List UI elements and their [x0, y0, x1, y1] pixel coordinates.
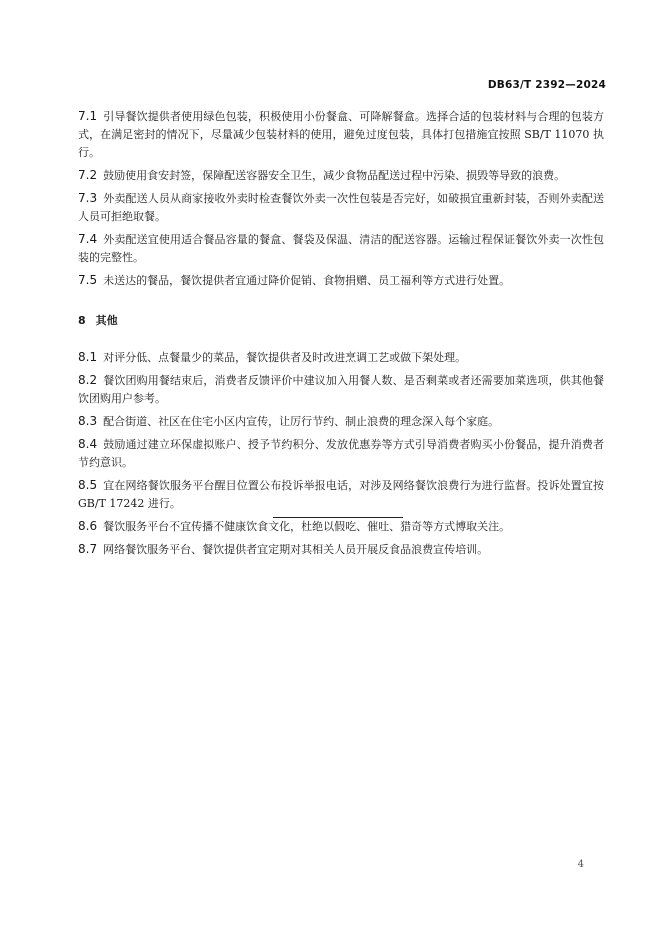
clause	[78, 371, 604, 408]
section-title: 其他	[95, 314, 118, 327]
clause-number: 7.4	[78, 232, 98, 246]
clause-number: 7.3	[78, 191, 98, 205]
clause	[78, 348, 604, 367]
clause	[78, 107, 604, 162]
clause-number: 8.1	[78, 350, 98, 364]
clause-text: 鼓励通过建立环保虚拟账户、授予节约积分、发放优惠券等方式引导消费者购买小份餐品，提升消费者节约意识。	[78, 438, 604, 469]
clause-text: 对评分低、点餐量少的菜品，餐饮提供者及时改进烹调工艺或做下架处理。	[103, 351, 467, 364]
clause-number: 8.7	[78, 542, 98, 556]
document-body	[78, 107, 604, 563]
clause	[78, 412, 604, 431]
clause-text: 网络餐饮服务平台、餐饮提供者宜定期对其相关人员开展反食品浪费宣传培训。	[103, 543, 489, 556]
clause-number: 8.2	[78, 373, 98, 387]
clause-text: 引导餐饮提供者使用绿色包装，积极使用小份餐盒、可降解餐盒。选择合适的包装材料与合理的包装方式，在满足密封的情况下，尽量减少包装材料的使用，避免过度包装，具体打包措施宜按照 SB/T 11070 执行。	[78, 110, 604, 159]
clause-text: 外卖配送人员从商家接收外卖时检查餐饮外卖一次性包装是否完好，如破损宜重新封装，否则外卖配送人员可拒绝取餐。	[78, 192, 604, 223]
clause-text: 外卖配送宜使用适合餐品容量的餐盒、餐袋及保温、清洁的配送容器。运输过程保证餐饮外卖一次性包装的完整性。	[78, 233, 604, 264]
clause-text: 餐饮服务平台不宜传播不健康饮食文化，杜绝以假吃、催吐、猎奇等方式博取关注。	[103, 520, 511, 533]
clause	[78, 435, 604, 472]
clause-number: 8.6	[78, 519, 98, 533]
clause-text: 宜在网络餐饮服务平台醒目位置公布投诉举报电话，对涉及网络餐饮浪费行为进行监督。投诉处置宜按 GB/T 17242 进行。	[78, 479, 604, 510]
clause-number: 7.5	[78, 273, 98, 287]
clause-number: 7.2	[78, 168, 98, 182]
clause	[78, 166, 604, 185]
clause-number: 8.4	[78, 437, 98, 451]
end-of-document-rule	[273, 517, 403, 518]
clause-text: 未送达的餐品，餐饮提供者宜通过降价促销、食物捐赠、员工福利等方式进行处置。	[103, 274, 511, 287]
clause-text: 餐饮团购用餐结束后，消费者反馈评价中建议加入用餐人数、是否剩菜或者还需要加菜选项，供其他餐饮团购用户参考。	[78, 374, 604, 405]
page-number: 4	[577, 859, 584, 870]
clause	[78, 230, 604, 267]
clause-number: 8.3	[78, 414, 98, 428]
clause	[78, 476, 604, 513]
section-number: 8	[78, 314, 86, 327]
clause	[78, 189, 604, 226]
clause	[78, 517, 604, 536]
clause-text: 鼓励使用食安封签，保障配送容器安全卫生，减少食物品配送过程中污染、损毁等导致的浪费。	[103, 169, 566, 182]
clause-list-section-8	[78, 348, 604, 559]
clause	[78, 271, 604, 290]
clause-list-section-7	[78, 107, 604, 290]
clause-text: 配合街道、社区在住宅小区内宣传，让厉行节约、制止浪费的理念深入每个家庭。	[103, 415, 500, 428]
section-heading	[78, 312, 604, 330]
document-id: DB63/T 2392—2024	[487, 79, 606, 91]
clause-number: 7.1	[78, 109, 98, 123]
clause-number: 8.5	[78, 478, 98, 492]
clause	[78, 540, 604, 559]
